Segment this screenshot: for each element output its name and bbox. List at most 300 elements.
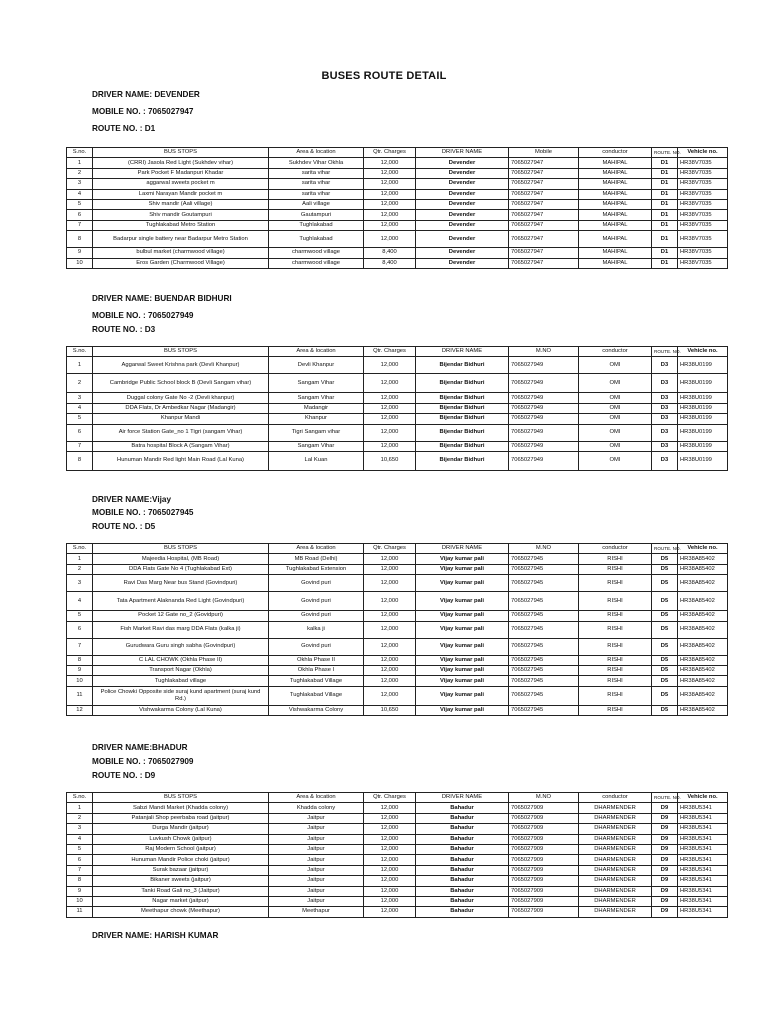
table-header-row (67, 793, 728, 803)
driver-cell: Bahadur (416, 896, 509, 906)
route-cell: D9 (652, 907, 678, 917)
conductor-cell: DHARMENDER (579, 886, 652, 896)
vehicle-cell: HR38U0199 (678, 414, 728, 424)
table-row (67, 168, 728, 178)
mobile-cell: 7065027909 (509, 844, 579, 854)
sno-cell: 2 (67, 374, 93, 393)
bus-stop-cell: (CRRI) Jasola Red Light (Sukhdev vihar) (93, 158, 269, 168)
driver-cell: Devender (416, 210, 509, 220)
bus-stop-cell: Vishwakarma Colony (Lal Kuna) (93, 705, 269, 715)
sno-cell: 6 (67, 424, 93, 441)
column-header: Vehicle no. (678, 793, 728, 803)
bus-stop-cell: Laxmi Narayan Mandir pocket m (93, 189, 269, 199)
sno-cell: 5 (67, 199, 93, 209)
driver-cell: Bijendar Bidhuri (416, 414, 509, 424)
table-row (67, 258, 728, 268)
area-cell: Madangir (269, 403, 364, 413)
mobile-cell: 7065027949 (509, 403, 579, 413)
sno-cell: 3 (67, 393, 93, 403)
charges-cell: 12,000 (364, 168, 416, 178)
vehicle-cell: HR38V7035 (678, 231, 728, 248)
table-row (67, 179, 728, 189)
table-row (67, 374, 728, 393)
route-cell: D1 (652, 231, 678, 248)
driver-cell: Vijay kumar pali (416, 676, 509, 686)
driver-cell: Bahadur (416, 844, 509, 854)
bus-stop-cell: Meethapur chowk (Meethapur) (93, 907, 269, 917)
table-header-row (67, 347, 728, 357)
route-cell: D3 (652, 403, 678, 413)
driver-cell: Bahadur (416, 876, 509, 886)
area-cell: Jaitpur (269, 896, 364, 906)
column-header: ROUTE. NO. (652, 544, 678, 554)
table-header-row (67, 544, 728, 554)
table-row (67, 824, 728, 834)
table-row (67, 844, 728, 854)
bus-stop-cell: DDA Flats, Dr Ambedkar Nagar (Madangir) (93, 403, 269, 413)
table-row (67, 199, 728, 209)
vehicle-cell: HR38A85402 (678, 655, 728, 665)
charges-cell: 12,000 (364, 803, 416, 813)
vehicle-cell: HR38V7035 (678, 258, 728, 268)
bus-stop-cell: Ravi Das Marg Near bus Stand (Govindpuri) (93, 575, 269, 592)
sno-cell: 6 (67, 855, 93, 865)
area-cell: Tughlakabad Village (269, 686, 364, 705)
route-cell: D1 (652, 199, 678, 209)
mobile-cell: 7065027947 (509, 168, 579, 178)
bus-stop-cell: Nagar market (jaitpur) (93, 896, 269, 906)
column-header: DRIVER NAME (416, 148, 509, 158)
table-row (67, 803, 728, 813)
conductor-cell: DHARMENDER (579, 803, 652, 813)
route-cell: D3 (652, 393, 678, 403)
driver-cell: Vijay kumar pali (416, 564, 509, 574)
conductor-cell: MAHIPAL (579, 231, 652, 248)
bus-stop-cell: Luvkush Chowk (jaitpur) (93, 834, 269, 844)
route-cell: D5 (652, 621, 678, 638)
area-cell: sarita vihar (269, 168, 364, 178)
column-header: ROUTE. NO. (652, 347, 678, 357)
conductor-cell: MAHIPAL (579, 220, 652, 230)
conductor-cell: MAHIPAL (579, 258, 652, 268)
charges-cell: 12,000 (364, 357, 416, 374)
column-header: Qtr. Charges (364, 347, 416, 357)
column-header: DRIVER NAME (416, 347, 509, 357)
vehicle-cell: HR38A85402 (678, 676, 728, 686)
column-header: conductor (579, 544, 652, 554)
conductor-cell: DHARMENDER (579, 896, 652, 906)
vehicle-cell: HR38U0199 (678, 374, 728, 393)
driver-cell: Devender (416, 248, 509, 258)
conductor-cell: MAHIPAL (579, 189, 652, 199)
column-header: S.no. (67, 544, 93, 554)
area-cell: Meethapur (269, 907, 364, 917)
column-header: conductor (579, 347, 652, 357)
table-row (67, 638, 728, 655)
table-row (67, 886, 728, 896)
vehicle-cell: HR38U0199 (678, 393, 728, 403)
conductor-cell: DHARMENDER (579, 907, 652, 917)
table-row (67, 564, 728, 574)
driver-cell: Devender (416, 168, 509, 178)
sno-cell: 2 (67, 813, 93, 823)
vehicle-cell: HR38V7035 (678, 210, 728, 220)
route-cell: D3 (652, 357, 678, 374)
sno-cell: 7 (67, 220, 93, 230)
table-row (67, 424, 728, 441)
charges-cell: 12,000 (364, 158, 416, 168)
driver-cell: Vijay kumar pali (416, 705, 509, 715)
driver-cell: Bijendar Bidhuri (416, 424, 509, 441)
column-header: S.no. (67, 347, 93, 357)
mobile-cell: 7065027947 (509, 199, 579, 209)
area-cell: Jaitpur (269, 886, 364, 896)
route-cell: D5 (652, 554, 678, 564)
driver-name: DRIVER NAME:BHADUR (92, 743, 188, 752)
sno-cell: 9 (67, 886, 93, 896)
area-cell: Sangam Vihar (269, 393, 364, 403)
charges-cell: 12,000 (364, 855, 416, 865)
driver-cell: Bijendar Bidhuri (416, 374, 509, 393)
route-cell: D5 (652, 655, 678, 665)
area-cell: Okhla Phase II (269, 655, 364, 665)
mobile-cell: 7065027947 (509, 231, 579, 248)
conductor-cell: OMI (579, 441, 652, 451)
driver-cell: Vijay kumar pali (416, 686, 509, 705)
sno-cell: 3 (67, 824, 93, 834)
sno-cell: 2 (67, 564, 93, 574)
charges-cell: 12,000 (364, 374, 416, 393)
conductor-cell: MAHIPAL (579, 168, 652, 178)
route-cell: D1 (652, 248, 678, 258)
table-row (67, 676, 728, 686)
vehicle-cell: HR38U5341 (678, 907, 728, 917)
route-cell: D5 (652, 705, 678, 715)
sno-cell: 5 (67, 611, 93, 621)
driver-cell: Bijendar Bidhuri (416, 441, 509, 451)
area-cell: charmwood village (269, 258, 364, 268)
area-cell: Tughlakabad Extension (269, 564, 364, 574)
driver-name: DRIVER NAME: DEVENDER (92, 90, 200, 99)
table-row (67, 665, 728, 675)
bus-stop-cell: aggarwal sweets pocket m (93, 179, 269, 189)
mobile-cell: 7065027945 (509, 638, 579, 655)
route-number: ROUTE NO. : D5 (92, 522, 156, 531)
mobile-number: MOBILE NO. : 7065027909 (92, 757, 194, 766)
area-cell: Sangam Vihar (269, 441, 364, 451)
route-cell: D9 (652, 876, 678, 886)
mobile-cell: 7065027949 (509, 451, 579, 470)
mobile-cell: 7065027947 (509, 179, 579, 189)
charges-cell: 12,000 (364, 638, 416, 655)
bus-stop-cell: Eros Garden (Charmwood Village) (93, 258, 269, 268)
area-cell: MB Road (Delhi) (269, 554, 364, 564)
route-cell: D9 (652, 824, 678, 834)
mobile-cell: 7065027945 (509, 655, 579, 665)
column-header: Qtr. Charges (364, 148, 416, 158)
mobile-cell: 7065027949 (509, 424, 579, 441)
mobile-cell: 7065027945 (509, 592, 579, 611)
sno-cell: 4 (67, 592, 93, 611)
route-cell: D1 (652, 210, 678, 220)
driver-cell: Bahadur (416, 865, 509, 875)
vehicle-cell: HR38V7035 (678, 158, 728, 168)
table-row (67, 554, 728, 564)
mobile-cell: 7065027909 (509, 865, 579, 875)
table-row (67, 158, 728, 168)
vehicle-cell: HR38U5341 (678, 886, 728, 896)
column-header: BUS STOPS (93, 347, 269, 357)
area-cell: Jaitpur (269, 834, 364, 844)
area-cell: Khadda colony (269, 803, 364, 813)
page-title: BUSES ROUTE DETAIL (321, 70, 447, 82)
bus-stop-cell: Surak bazaar (jaitpur) (93, 865, 269, 875)
conductor-cell: RISHI (579, 655, 652, 665)
vehicle-cell: HR38V7035 (678, 248, 728, 258)
sno-cell: 6 (67, 621, 93, 638)
route-cell: D9 (652, 834, 678, 844)
mobile-cell: 7065027909 (509, 876, 579, 886)
sno-cell: 7 (67, 865, 93, 875)
bus-stop-cell: Shiv mandir Goutampuri (93, 210, 269, 220)
area-cell: kalka ji (269, 621, 364, 638)
column-header: Area & location (269, 148, 364, 158)
column-header: BUS STOPS (93, 793, 269, 803)
route-cell: D5 (652, 638, 678, 655)
column-header: M.NO (509, 347, 579, 357)
table-row (67, 189, 728, 199)
mobile-cell: 7065027949 (509, 414, 579, 424)
bus-stop-cell: Shiv mandir (Aali village) (93, 199, 269, 209)
area-cell: Aali village (269, 199, 364, 209)
mobile-cell: 7065027945 (509, 621, 579, 638)
route-table-d5 (66, 543, 728, 716)
charges-cell: 12,000 (364, 179, 416, 189)
column-header: BUS STOPS (93, 148, 269, 158)
charges-cell: 12,000 (364, 199, 416, 209)
conductor-cell: RISHI (579, 554, 652, 564)
sno-cell: 5 (67, 844, 93, 854)
route-cell: D9 (652, 803, 678, 813)
conductor-cell: OMI (579, 403, 652, 413)
area-cell: sarita vihar (269, 179, 364, 189)
driver-name: DRIVER NAME: HARISH KUMAR (92, 931, 219, 940)
column-header: M.NO (509, 793, 579, 803)
driver-name: DRIVER NAME:Vijay (92, 495, 172, 504)
route-cell: D5 (652, 686, 678, 705)
driver-cell: Bahadur (416, 824, 509, 834)
conductor-cell: OMI (579, 451, 652, 470)
table-row (67, 686, 728, 705)
table-row (67, 611, 728, 621)
bus-stop-cell: Patanjali Shop peerbaba road (jaitpur) (93, 813, 269, 823)
mobile-cell: 7065027947 (509, 258, 579, 268)
mobile-cell: 7065027945 (509, 705, 579, 715)
area-cell: Govind puri (269, 575, 364, 592)
table-row (67, 220, 728, 230)
table-row (67, 813, 728, 823)
vehicle-cell: HR38U5341 (678, 844, 728, 854)
vehicle-cell: HR38V7035 (678, 179, 728, 189)
route-cell: D3 (652, 374, 678, 393)
sno-cell: 8 (67, 231, 93, 248)
route-table-d9 (66, 792, 728, 918)
sno-cell: 11 (67, 686, 93, 705)
mobile-cell: 7065027949 (509, 357, 579, 374)
charges-cell: 12,000 (364, 876, 416, 886)
driver-cell: Vijay kumar pali (416, 621, 509, 638)
conductor-cell: MAHIPAL (579, 210, 652, 220)
bus-stop-cell: Park Pocket F Madanpuri Khadar (93, 168, 269, 178)
area-cell: Vishwakarma Colony (269, 705, 364, 715)
mobile-cell: 7065027947 (509, 210, 579, 220)
bus-stop-cell: DDA Flats Gate No 4 (Tughlakabad Ext) (93, 564, 269, 574)
bus-stop-cell: Tata Apartment Alaknanda Red Light (Govindpuri) (93, 592, 269, 611)
route-cell: D9 (652, 896, 678, 906)
vehicle-cell: HR38U0199 (678, 357, 728, 374)
vehicle-cell: HR38U5341 (678, 813, 728, 823)
driver-name: DRIVER NAME: BUENDAR BIDHURI (92, 294, 232, 303)
sno-cell: 10 (67, 258, 93, 268)
route-cell: D5 (652, 665, 678, 675)
vehicle-cell: HR38U5341 (678, 803, 728, 813)
area-cell: Gautampuri (269, 210, 364, 220)
mobile-cell: 7065027945 (509, 554, 579, 564)
mobile-number: MOBILE NO. : 7065027945 (92, 508, 194, 517)
mobile-cell: 7065027949 (509, 393, 579, 403)
area-cell: Khanpur (269, 414, 364, 424)
vehicle-cell: HR38U0199 (678, 403, 728, 413)
driver-cell: Vijay kumar pali (416, 575, 509, 592)
column-header: DRIVER NAME (416, 793, 509, 803)
charges-cell: 12,000 (364, 834, 416, 844)
bus-stop-cell: Khanpur Mandi (93, 414, 269, 424)
driver-cell: Devender (416, 189, 509, 199)
mobile-number: MOBILE NO. : 7065027949 (92, 311, 194, 320)
charges-cell: 12,000 (364, 441, 416, 451)
bus-stop-cell: Sabzi Mandi Market (Khadda colony) (93, 803, 269, 813)
sno-cell: 6 (67, 210, 93, 220)
sno-cell: 8 (67, 655, 93, 665)
vehicle-cell: HR38U0199 (678, 424, 728, 441)
route-cell: D5 (652, 592, 678, 611)
mobile-cell: 7065027945 (509, 611, 579, 621)
conductor-cell: OMI (579, 374, 652, 393)
table-row (67, 575, 728, 592)
vehicle-cell: HR38A85402 (678, 705, 728, 715)
area-cell: Okhla Phase I (269, 665, 364, 675)
area-cell: Jaitpur (269, 844, 364, 854)
bus-stop-cell: Gurudwara Guru singh sabha (Govindpuri) (93, 638, 269, 655)
area-cell: Tughlakabad (269, 231, 364, 248)
conductor-cell: DHARMENDER (579, 834, 652, 844)
charges-cell: 12,000 (364, 403, 416, 413)
area-cell: Jaitpur (269, 855, 364, 865)
route-number: ROUTE NO. : D3 (92, 325, 156, 334)
sno-cell: 12 (67, 705, 93, 715)
sno-cell: 7 (67, 638, 93, 655)
bus-stop-cell: Raj Modern School (jaitpur) (93, 844, 269, 854)
conductor-cell: RISHI (579, 621, 652, 638)
bus-stop-cell: Aggarwal Sweet Krishna park (Devli Khanpur) (93, 357, 269, 374)
charges-cell: 12,000 (364, 210, 416, 220)
area-cell: Tigri Sangam vihar (269, 424, 364, 441)
conductor-cell: OMI (579, 424, 652, 441)
conductor-cell: DHARMENDER (579, 876, 652, 886)
route-cell: D5 (652, 564, 678, 574)
sno-cell: 1 (67, 803, 93, 813)
area-cell: Govind puri (269, 611, 364, 621)
charges-cell: 12,000 (364, 621, 416, 638)
column-header: conductor (579, 148, 652, 158)
charges-cell: 12,000 (364, 554, 416, 564)
mobile-cell: 7065027947 (509, 248, 579, 258)
mobile-cell: 7065027945 (509, 676, 579, 686)
vehicle-cell: HR38U5341 (678, 824, 728, 834)
area-cell: Tughlakabad Village (269, 676, 364, 686)
table-row (67, 231, 728, 248)
charges-cell: 12,000 (364, 220, 416, 230)
conductor-cell: OMI (579, 414, 652, 424)
driver-cell: Devender (416, 158, 509, 168)
bus-stop-cell: Hunuman Mandir Police choki (jaitpur) (93, 855, 269, 865)
vehicle-cell: HR38U5341 (678, 855, 728, 865)
vehicle-cell: HR38U0199 (678, 451, 728, 470)
mobile-number: MOBILE NO. : 7065027947 (92, 107, 194, 116)
table-row (67, 896, 728, 906)
sno-cell: 1 (67, 158, 93, 168)
table-row (67, 592, 728, 611)
table-row (67, 441, 728, 451)
driver-cell: Devender (416, 179, 509, 189)
area-cell: Lal Kuan (269, 451, 364, 470)
bus-stop-cell: C LAL CHOWK (Okhla Phase II) (93, 655, 269, 665)
area-cell: Tughlakabad (269, 220, 364, 230)
column-header: Qtr. Charges (364, 544, 416, 554)
column-header: Vehicle no. (678, 544, 728, 554)
route-cell: D1 (652, 158, 678, 168)
route-cell: D3 (652, 451, 678, 470)
route-cell: D3 (652, 414, 678, 424)
column-header: M.NO (509, 544, 579, 554)
table-row (67, 621, 728, 638)
column-header: conductor (579, 793, 652, 803)
conductor-cell: RISHI (579, 705, 652, 715)
charges-cell: 10,650 (364, 705, 416, 715)
vehicle-cell: HR38A85402 (678, 611, 728, 621)
mobile-cell: 7065027909 (509, 855, 579, 865)
bus-stop-cell: Tughlakabad village (93, 676, 269, 686)
route-cell: D1 (652, 189, 678, 199)
table-row (67, 705, 728, 715)
sno-cell: 4 (67, 189, 93, 199)
route-cell: D9 (652, 844, 678, 854)
vehicle-cell: HR38V7035 (678, 189, 728, 199)
charges-cell: 12,000 (364, 231, 416, 248)
charges-cell: 12,000 (364, 886, 416, 896)
vehicle-cell: HR38A85402 (678, 665, 728, 675)
driver-cell: Vijay kumar pali (416, 665, 509, 675)
charges-cell: 12,000 (364, 564, 416, 574)
sno-cell: 11 (67, 907, 93, 917)
table-header-row (67, 148, 728, 158)
route-cell: D5 (652, 676, 678, 686)
vehicle-cell: HR38U5341 (678, 896, 728, 906)
conductor-cell: RISHI (579, 686, 652, 705)
bus-stop-cell: Police Chowki Opposite side suraj kund apartment (suraj kund Rd.) (93, 686, 269, 705)
mobile-cell: 7065027909 (509, 803, 579, 813)
charges-cell: 8,400 (364, 248, 416, 258)
